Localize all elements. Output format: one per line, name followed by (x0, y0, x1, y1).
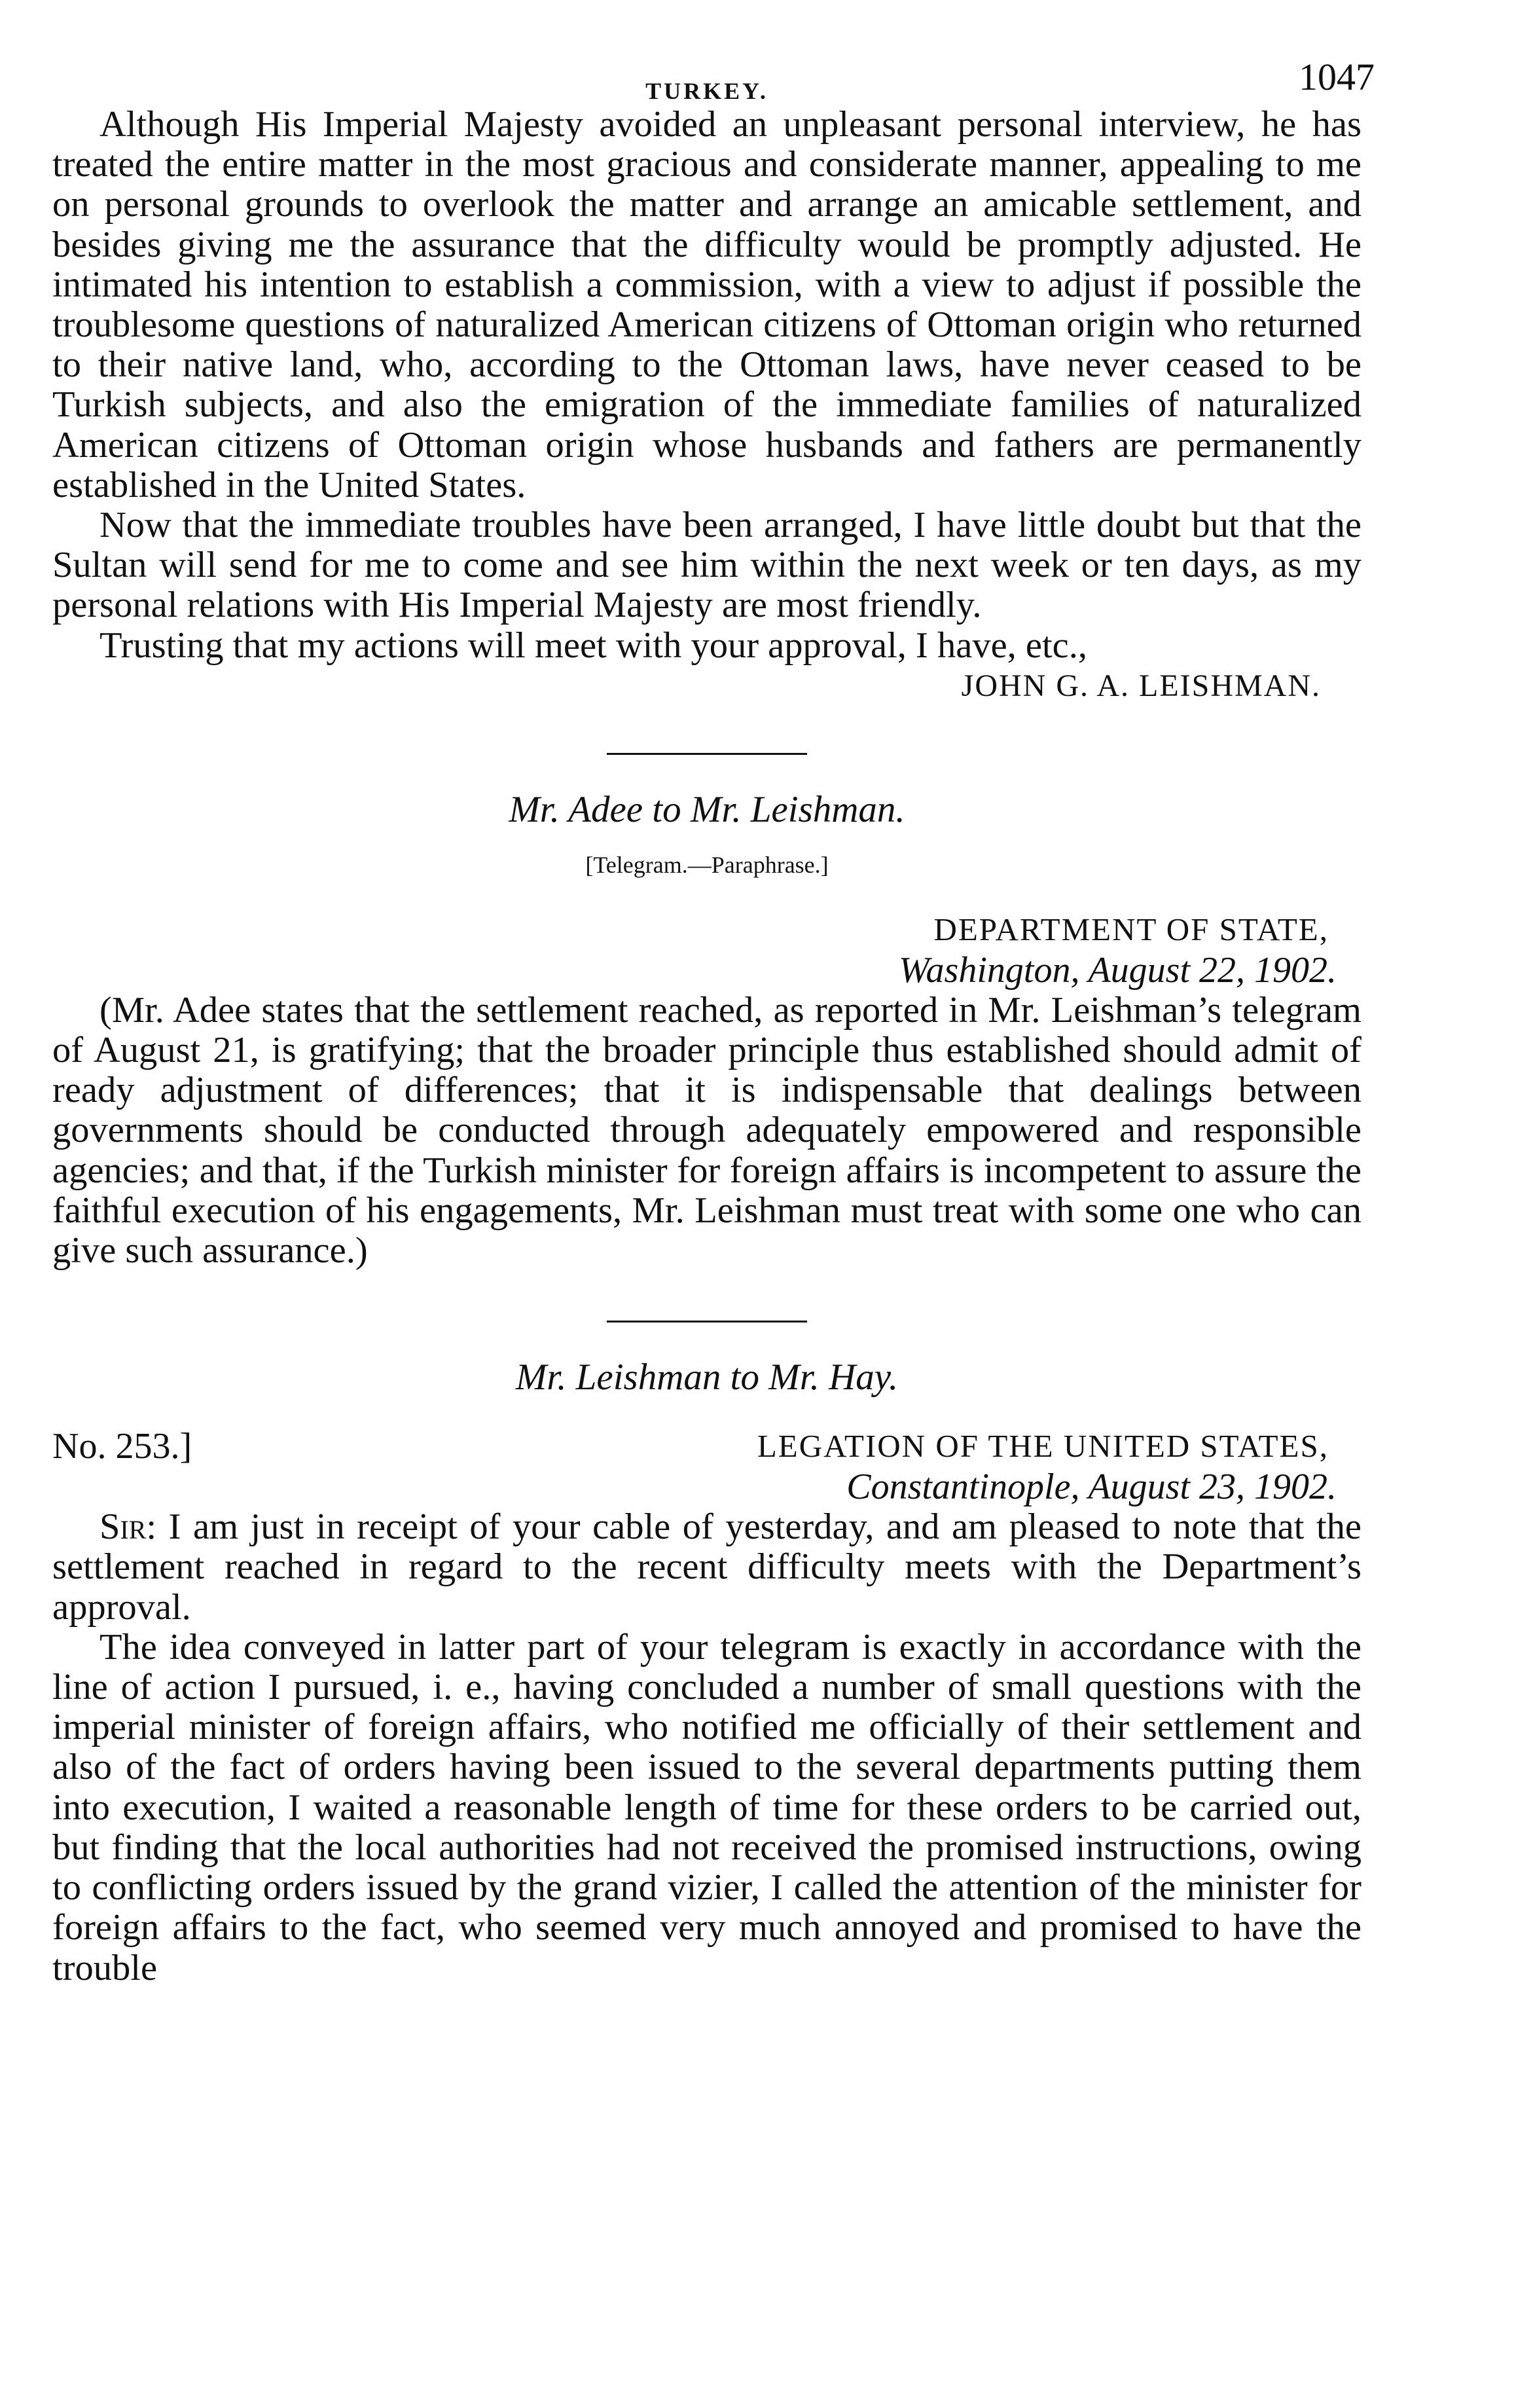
document-number: No. 253.] (52, 1426, 192, 1467)
dateline-place: LEGATION OF THE UNITED STATES, (757, 1428, 1329, 1465)
paragraph: Now that the immediate troubles have been arranged, I have little doubt but that the Sultan will send for me to come and see him within the next week or ten days, as my personal relations with His Imperial Majesty are most friendly. (52, 505, 1362, 626)
letter-heading: Mr. Adee to Mr. Leishman. (509, 788, 905, 830)
paragraph: Although His Imperial Majesty avoided an unpleasant personal interview, he has treated the entire matter in the most gracious and considerate manner, appealing to me on personal grounds to overlook the matter and arrange an amicable settlement, and besides giving me the assurance that the difficulty would be promptly adjusted. He intimated his intention to establish a commission, with a view to adjust if possible the troublesome questions of naturalized American citizens of Ottoman origin who returned to their native land, who, according to the Ottoman laws, have never ceased to be Turkish subjects, and also the emigration of the immediate families of naturalized American citizens of Ottoman origin whose husbands and fathers are permanently established in the United States. (52, 104, 1362, 505)
document-page (52, 52, 1375, 1988)
paragraph: (Mr. Adee states that the settlement reached, as reported in Mr. Leishman’s telegram of August 21, is gratifying; that the broader principle thus established should admit of ready adjustment of differences; that it is indispensable that dealings between governments should be conducted through adequately empowered and responsible agencies; and that, if the Turkish minister for foreign affairs is incompetent to assure the faithful execution of his engagements, Mr. Leishman must treat with some one who can give such assurance.) (52, 989, 1362, 1271)
letter-heading: Mr. Leishman to Mr. Hay. (515, 1357, 899, 1398)
paragraph (52, 1507, 1362, 1628)
letter-header-row (52, 1426, 1362, 1467)
running-head (52, 52, 1375, 105)
paragraph: Trusting that my actions will meet with your approval, I have, etc., (99, 625, 1088, 666)
dateline-date: Constantinople, August 23, 1902. (846, 1467, 1337, 1508)
dateline-date: Washington, August 22, 1902. (899, 949, 1337, 991)
running-title: TURKEY. (645, 78, 768, 104)
telegram-adee-to-leishman (52, 789, 1362, 1271)
letter-leishman-to-hay (52, 1357, 1362, 1988)
dateline-place: DEPARTMENT OF STATE, (933, 911, 1329, 947)
letter-leishman-continuation (52, 105, 1362, 706)
signature: JOHN G. A. LEISHMAN. (961, 668, 1321, 703)
telegram-note: [Telegram.—Paraphrase.] (585, 851, 829, 878)
paragraph-text: I am just in receipt of your cable of yesterday, and am pleased to note that the settlement reached in regard to the recent difficulty meets with the Department’s approval. (52, 1506, 1362, 1628)
salutation: Sir: (99, 1506, 157, 1548)
page-number: 1047 (1299, 56, 1375, 98)
paragraph: The idea conveyed in latter part of your telegram is exactly in accordance with the line of action I pursued, i. e., having concluded a number of small questions with the imperial minister of foreign affairs, who notified me officially of their settlement and also of the fact of orders having been issued to the several departments putting them into execution, I waited a reasonable length of time for these orders to be carried out, but finding that the local authorities had not received the promised instructions, owing to conflicting orders issued by the grand vizier, I called the attention of the minister for foreign affairs to the fact, who seemed very much annoyed and promised to have the trouble (52, 1626, 1362, 1988)
